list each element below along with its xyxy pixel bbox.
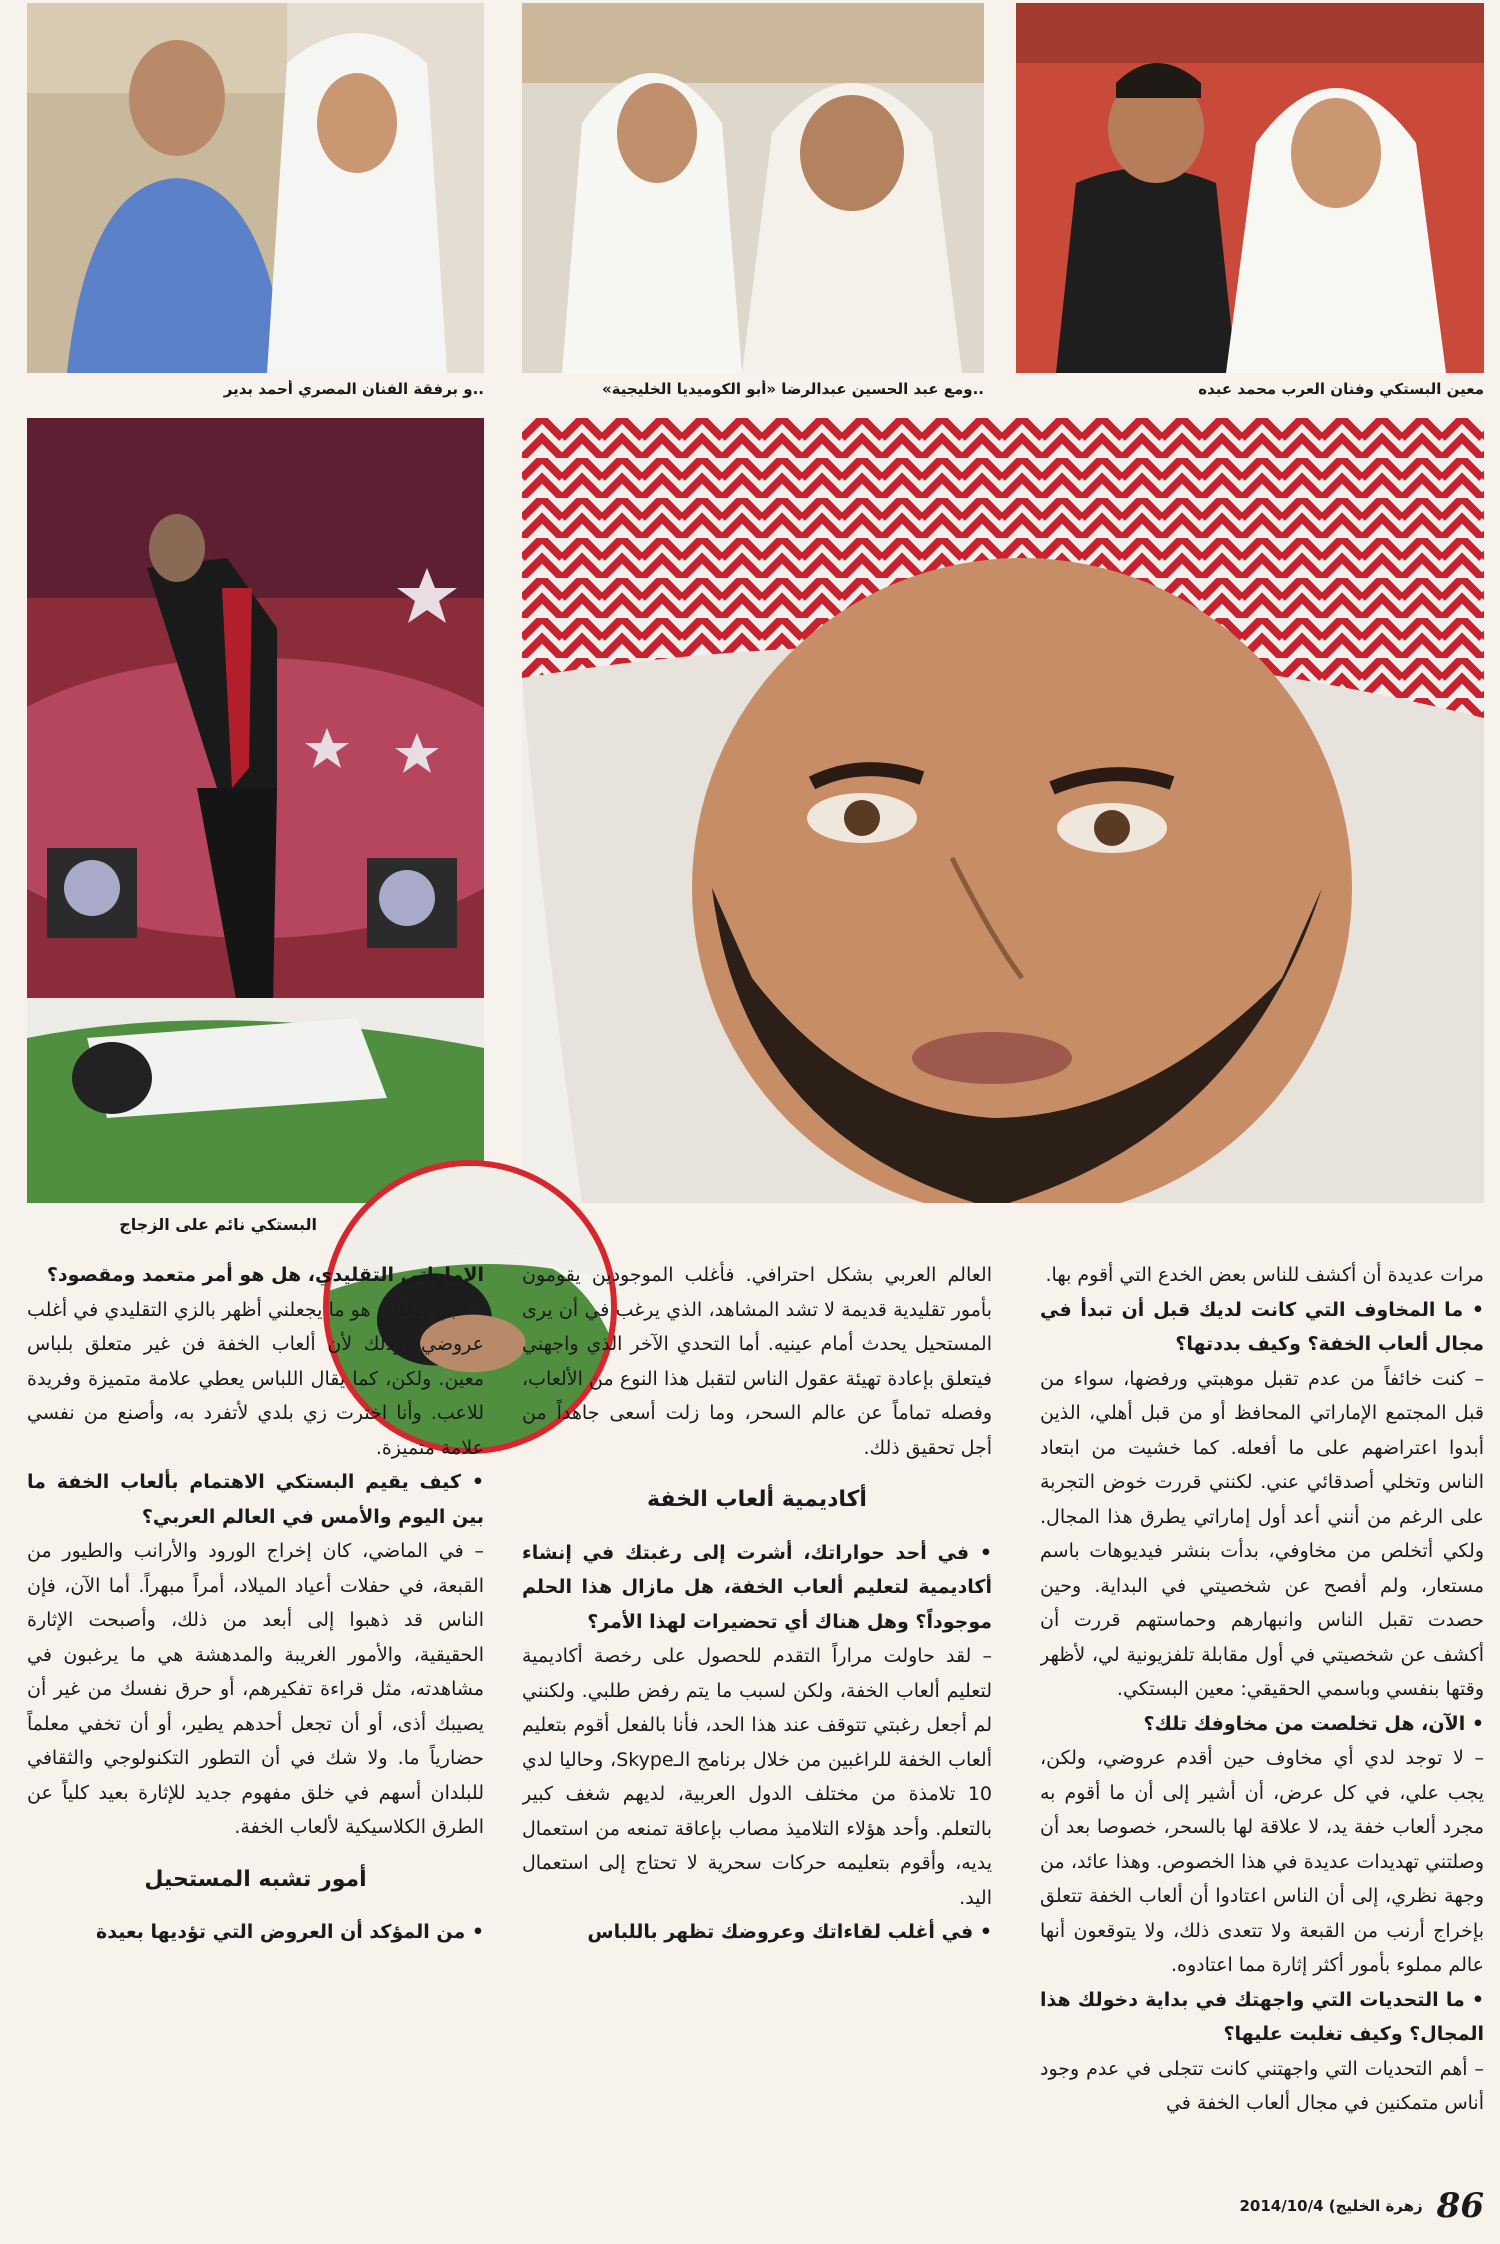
left-p1: – حبي لوطني هو ما يجعلني أظهر بالزي التقليدي في أغلب عروضي، وذلك لأن ألعاب الخفة فن غير متعلق بلباس معين. ولكن، كما يقال اللباس يعطي علامة متميزة وفريدة للاعب. وأنا اخترت زي بلدي لأتفرد به، وأصنع من نفسي علامة متميزة. <box>27 1298 484 1459</box>
article-column-left <box>27 1258 484 2160</box>
caption-abdulhussain-abdulredha: ..ومع عبد الحسين عبدالرضا «أبو الكوميديا الخليجية» <box>601 380 984 398</box>
caption-ahmed-bedeir: ..و برفقة الفنان المصري أحمد بدير <box>223 380 484 398</box>
right-p4: – أهم التحديات التي واجهتني كانت تتجلى في عدم وجود أناس متمكنين في مجال ألعاب الخفة في <box>1040 2057 1484 2114</box>
right-p3: – لا توجد لدي أي مخاوف حين أقدم عروضي، ولكن، يجب علي، في كل عرض، أن أشير إلى أن ما أقوم به مجرد ألعاب خفة يد، لا علاقة لها بالسحر، خصوصا بعد أن وصلتني تهديدات عديدة في هذا الخصوص. وهذا عائد، من وجهة نظري، إلى أن الناس اعتادوا أن ألعاب الخفة تتعلق بإخراج أرنب من القبعة ولا تتعدى ذلك، ولا يتوقعون أنها عالم مملوء بأمور أكثر إثارة مما اعتادوه. <box>1040 1747 1484 1976</box>
heading-magic-academy: أكاديمية ألعاب الخفة <box>647 1487 867 1512</box>
left-q3: • من المؤكد أن العروض التي تؤديها بعيدة <box>96 1921 484 1943</box>
right-p2: – كنت خائفاً من عدم تقبل موهبتي ورفضها، سواء من قبل المجتمع الإماراتي المحافظ أو من قبل أهلي، الذين أبدوا اعتراضهم على ما أفعله. كما خشيت من ابتعاد الناس وتخلي أصدقائي عني. لكنني قررت خوض التجربة على الرغم من أنني أعد أول إماراتي يطرق هذا المجال. ولكي أتخلص من مخاوفي، بدأت بنشر فيديوهات باسم مستعار، ولم أفصح عن شخصيتي في البداية. وحين حصدت تقبل الناس وانبهارهم وحماستهم قررت أن أكشف عن شخصيتي في أول مقابلة تلفزيونية لي، لأظهر وقتها بنفسي وباسمي الحقيقي: معين البستكي. <box>1040 1367 1484 1700</box>
right-p1: مرات عديدة أن أكشف للناس بعض الخدع التي أقوم بها. <box>1045 1264 1484 1286</box>
footer <box>1150 2184 1484 2228</box>
photo-stage-glass-performance <box>27 418 484 1203</box>
article-column-right <box>1040 1258 1484 2160</box>
right-q3: • ما التحديات التي واجهتك في بداية دخولك هذا المجال؟ وكيف تغلبت عليها؟ <box>1040 1988 1484 2045</box>
photo-portrait-moeen-albastaki <box>522 418 1484 1203</box>
heading-impossible-things: أمور تشبه المستحيل <box>144 1866 367 1892</box>
article-column-middle <box>522 1258 992 2160</box>
middle-q1: • في أحد حواراتك، أشرت إلى رغبتك في إنشاء أكاديمية لتعليم ألعاب الخفة، هل مازال هذا الحلم موجوداً؟ وهل هناك أي تحضيرات لهذا الأمر؟ <box>522 1541 992 1633</box>
photo-with-mohammed-abdu <box>1016 3 1484 373</box>
middle-q2: • في أغلب لقاءاتك وعروضك تظهر باللباس <box>587 1921 992 1943</box>
middle-p2: – لقد حاولت مراراً التقدم للحصول على رخصة أكاديمية لتعليم ألعاب الخفة، ولكن لسبب ما يتم رفض طلبي. ولكنني لم أجعل رغبتي تتوقف عند هذا الحد، فأنا بالفعل أقوم بتعليم ألعاب الخفة للراغبين من خلال برنامج الـSkype، وحاليا لدي 10 تلامذة من مختلف الدول العربية، لديهم شغف كبير بالتعلم. وأحد هؤلاء التلاميذ مصاب بإعاقة تمنعه من استعمال يديه، وأقوم بتعليمه حركات سحرية لا تحتاج إلى استعمال اليد. <box>522 1645 992 1909</box>
left-q2: • كيف يقيم البستكي الاهتمام بألعاب الخفة ما بين اليوم والأمس في العالم العربي؟ <box>27 1471 484 1528</box>
caption-stage-glass: البستكي نائم على الزجاج <box>119 1215 317 1234</box>
right-q1: • ما المخاوف التي كانت لديك قبل أن تبدأ في مجال ألعاب الخفة؟ وكيف بددتها؟ <box>1040 1298 1484 1355</box>
right-q2: • الآن، هل تخلصت من مخاوفك تلك؟ <box>1143 1712 1484 1735</box>
page-number: 86 <box>1436 2186 1484 2226</box>
photo-with-ahmed-bedeir <box>27 3 484 373</box>
left-p2: – في الماضي، كان إخراج الورود والأرانب والطيور من القبعة، في حفلات أعياد الميلاد، أمراً مبهراً. أما الآن، فإن الناس قد ذهبوا إلى أبعد من ذلك، وأصبحت الإثارة الحقيقية، والأمور الغريبة والمدهشة هي ما يرغبون في مشاهدته، مثل قراءة تفكيرهم، أو حرق نفسك من غير أن يصيبك أذى، أو أن تجعل أحدهم يطير، أو أن تخفي معلماً حضارياً ما. ولا شك في أن التطور التكنولوجي والثقافي للبلدان أسهم في خلق مفهوم جديد للإثارة بعيد كلياً عن الطرق الكلاسيكية لألعاب الخفة. <box>27 1540 484 1838</box>
photo-with-abdulhussain-abdulredha <box>522 3 984 373</box>
footer-issue: 2014/10/4 (زهرة الخليج <box>1239 2197 1423 2215</box>
caption-mohammed-abdu: معين البستكي وفنان العرب محمد عبده <box>1198 380 1484 398</box>
left-q1: الإماراتي التقليدي، هل هو أمر متعمد ومقصود؟ <box>46 1264 484 1286</box>
middle-p1: العالم العربي بشكل احترافي. فأغلب الموجودين يقومون بأمور تقليدية قديمة لا تشد المشاهد، الذي يرغب في أن يرى المستحيل يحدث أمام عينيه. أما التحدي الآخر الذي واجهني فيتعلق بإعادة تهيئة عقول الناس لتقبل هذا النوع من الألعاب، وفصله تماماً عن عالم السحر، وما زلت أسعى جاهداً من أجل تحقيق ذلك. <box>522 1264 992 1459</box>
